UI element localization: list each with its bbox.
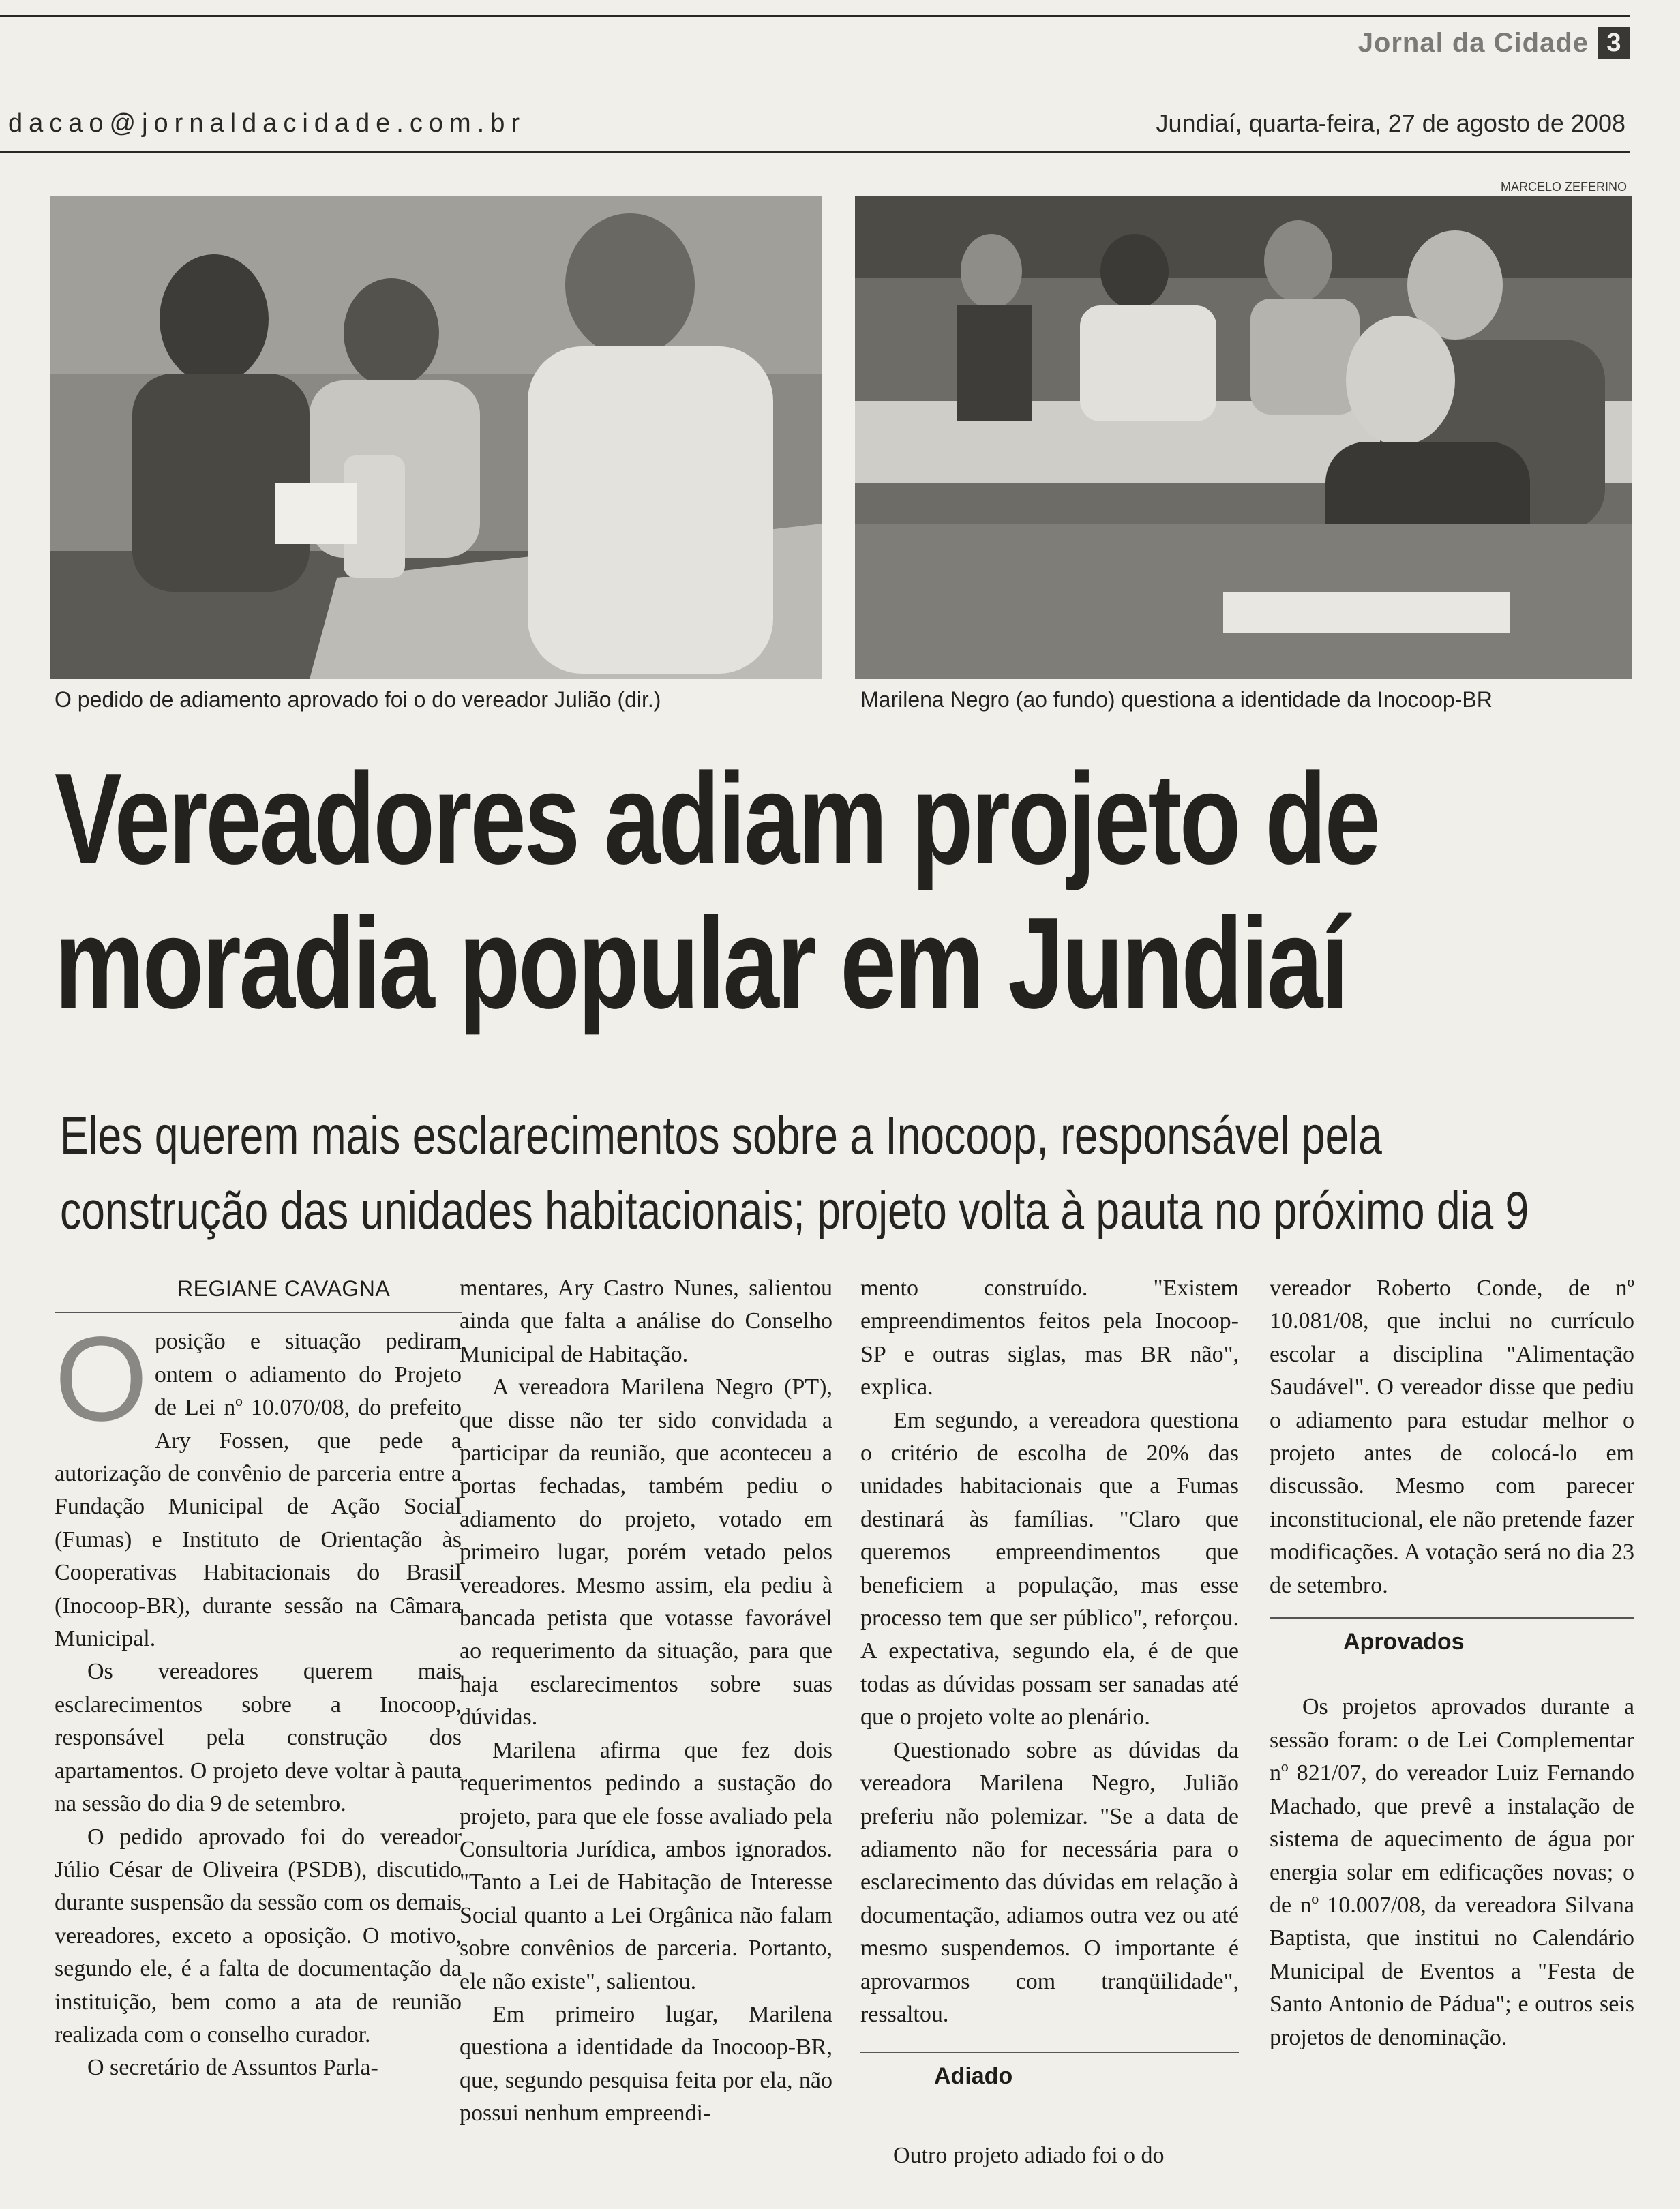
- paragraph-7-cont: mento construído. "Existem empreendimentos feitos pela Inocoop-SP e outras siglas, mas BR não", explica.: [860, 1276, 1239, 1400]
- paragraph-8: Em segundo, a vereadora questiona o critério de escolha de 20% das unidades habitacionais que a Fumas destinará às famílias. "Claro que queremos empreendimentos que beneficiem a população, mas esse processo tem que ser público", reforçou. A expectativa, segundo ela, é de que todas as dúvidas possam ser sanadas até que o projeto volte ao plenário.: [860, 1407, 1239, 1730]
- deck-line-2: construção das unidades habitacionais; projeto volta à pauta no próximo dia 9: [60, 1180, 1529, 1240]
- photo-council-session-right: [855, 196, 1632, 679]
- deck-line-1: Eles querem mais esclarecimentos sobre a Inocoop, responsável pela: [60, 1105, 1382, 1165]
- paragraph-3: O pedido aprovado foi do vereador Júlio César de Oliveira (PSDB), discutido durante suspensão da sessão com os demais vereadores, exceto a oposição. O motivo, segundo ele, é a falta de documentação da instituição, bem como a ata de reunião realizada com o conselho curador.: [55, 1824, 462, 2047]
- paper-name: Jornal da Cidade: [1358, 27, 1589, 58]
- headline: [55, 747, 1623, 1036]
- email-address: dacao@jornaldacidade.com.br: [8, 109, 526, 138]
- article-column-4: [1270, 1272, 1634, 2054]
- paragraph-1: Oposição e situação pediram ontem o adiamento do Projeto de Lei nº 10.070/08, do prefeito Ary Fossen, que pede a autorização de convênio de parceria entre a Fundação Municipal de Ação Social (Fumas) e Instituto de Orientação às Cooperativas Habitacionais do Brasil (Inocoop-BR), durante sessão na Câmara Municipal.: [55, 1312, 462, 1652]
- paragraph-2: Os vereadores querem mais esclarecimentos sobre a Inocoop, responsável pela construção dos apartamentos. O projeto deve voltar à pauta na sessão do dia 9 de setembro.: [55, 1659, 462, 1817]
- page-number: 3: [1598, 27, 1630, 59]
- masthead: [1358, 27, 1630, 59]
- byline: REGIANE CAVAGNA: [55, 1272, 462, 1313]
- article-column-3: [860, 1272, 1239, 2172]
- paragraph-7-start: Em primeiro lugar, Marilena questiona a identidade da Inocoop-BR, que, segundo pesquisa feita por ela, não possui nenhum empreendi-: [460, 2001, 832, 2127]
- article-column-2: [460, 1272, 832, 2131]
- headline-line-1: Vereadores adiam projeto de: [55, 747, 1379, 891]
- photo-caption-left: O pedido de adiamento aprovado foi o do vereador Julião (dir.): [55, 687, 661, 712]
- header-rule: [0, 151, 1630, 153]
- photo-council-members-left: [50, 196, 822, 679]
- paragraph-9: Questionado sobre as dúvidas da vereadora Marilena Negro, Julião preferiu não polemizar. "Se a data de adiamento não for necessária para o esclarecimento das dúvidas em relação à documentação, adiamos outra vez ou até mesmo suspendemos. O importante é aprovarmos com tranqüilidade", ressaltou.: [860, 1737, 1239, 2027]
- paragraph-11: Os projetos aprovados durante a sessão foram: o de Lei Complementar nº 821/07, do vereador Luiz Fernando Machado, que prevê a instalação de sistema de aquecimento de água por energia solar em edificações novas; o de nº 10.007/08, da vereadora Silvana Baptista, que institui no Calendário Municipal de Eventos a "Festa de Santo Antonio de Pádua"; e outros seis projetos de denominação.: [1270, 1694, 1634, 2050]
- subhead-aprovados: Aprovados: [1270, 1617, 1634, 1664]
- paragraph-10-cont: vereador Roberto Conde, de nº 10.081/08, que inclui no currículo escolar a disciplina "Alimentação Saudável". O vereador disse que pediu o adiamento para estudar melhor o projeto antes de colocá-lo em discussão. Mesmo com parecer inconstitucional, ele não pretende fazer modificações. A votação será no dia 23 de setembro.: [1270, 1276, 1634, 1598]
- photo-credit: MARCELO ZEFERINO: [1500, 180, 1627, 194]
- top-rule: [0, 15, 1630, 17]
- paragraph-10-start: Outro projeto adiado foi o do: [893, 2142, 1165, 2168]
- drop-cap: O: [55, 1312, 148, 1447]
- subhead-adiado: Adiado: [860, 2052, 1239, 2098]
- dateline: Jundiaí, quarta-feira, 27 de agosto de 2008: [1156, 109, 1625, 137]
- article-column-1: [55, 1272, 462, 2085]
- paragraph-5: A vereadora Marilena Negro (PT), que disse não ter sido convidada a participar da reunião, que aconteceu a portas fechadas, também pediu o adiamento do projeto, votado em primeiro lugar, porém vetado pelos vereadores. Mesmo assim, ela pediu à bancada petista que votasse favorável ao requerimento da situação, para que haja esclarecimentos sobre suas dúvidas.: [460, 1374, 832, 1730]
- deck-subheadline: [60, 1098, 1642, 1248]
- photo-caption-right: Marilena Negro (ao fundo) questiona a identidade da Inocoop-BR: [860, 687, 1492, 712]
- headline-line-2: moradia popular em Jundiaí: [55, 891, 1347, 1036]
- paragraph-6: Marilena afirma que fez dois requerimentos pedindo a sustação do projeto, para que ele fosse avaliado pela Consultoria Jurídica, ambos ignorados. "Tanto a Lei de Habitação de Interesse Social quanto a Lei Orgânica não falam sobre convênios de parceria. Portanto, ele não existe", salientou.: [460, 1737, 832, 1994]
- paragraph-4-cont: mentares, Ary Castro Nunes, salientou ainda que falta a análise do Conselho Municipal de Habitação.: [460, 1276, 832, 1367]
- paragraph-4-start: O secretário de Assuntos Parla-: [87, 2055, 378, 2081]
